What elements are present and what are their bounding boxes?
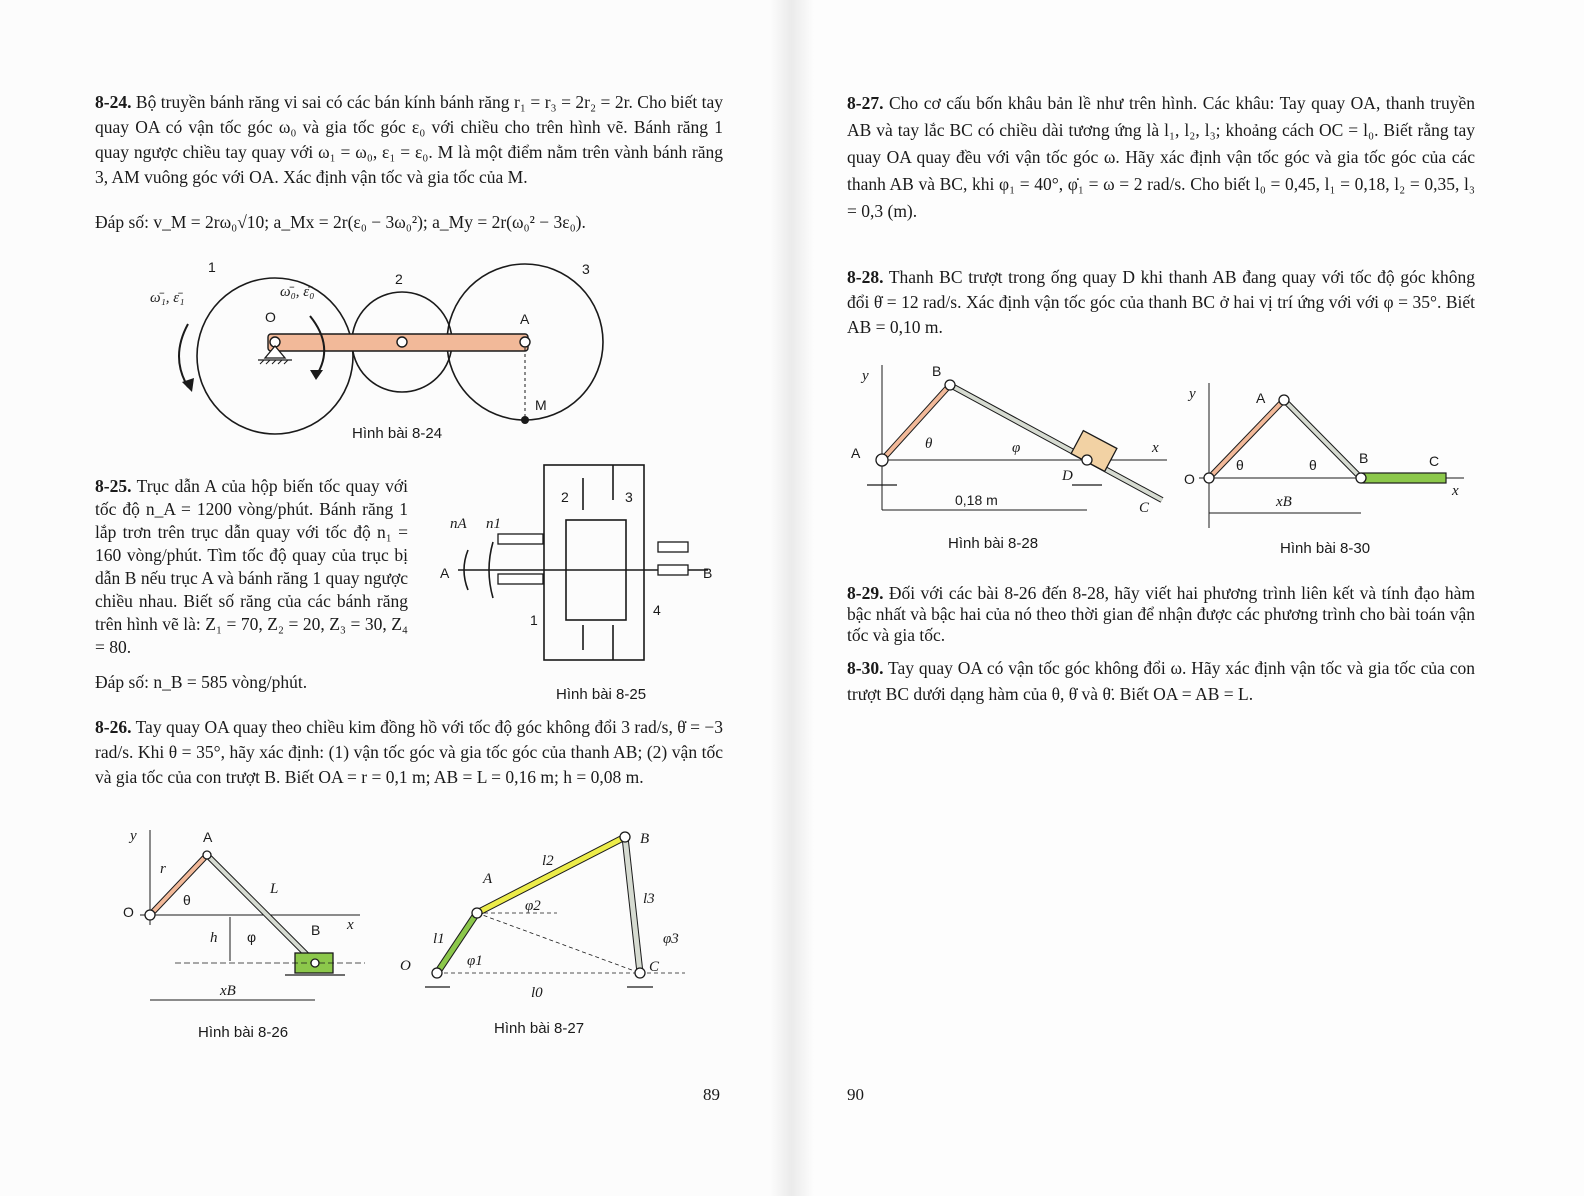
problem-text: Cho cơ cấu bốn khâu bản lề như trên hình. Các khâu: Tay quay OA, thanh truyền AB và tay lắc BC có chiều dài tương ứng là l₁, l₂, l₃; khoảng cách OC = l₀. Biết rằng tay quay OA quay đều với vận tốc góc ω. Hãy xác định vận tốc góc và gia tốc góc của các thanh AB và BC, khi φ₁ = 40°, φ̇₁ = ω = 2 rad/s. Cho biết l₀ = 0,45, l₁ = 0,18, l₂ = 0,35, l₃ = 0,3 (m). [847,93,1475,221]
label-y: y [862,368,869,384]
label-B: B [932,363,942,379]
label-M: M [535,397,547,413]
label-gear-3: 3 [582,261,590,277]
label-l0: l0 [531,985,543,1001]
label-A: A [203,829,213,845]
label-gear-2: 2 [561,489,569,505]
label-gear-2: 2 [395,271,403,287]
label-dist: 0,18 m [955,492,998,508]
figure-8-24 [140,252,620,452]
label-l3: l3 [643,891,655,907]
problem-text: Thanh BC trượt trong ống quay D khi thanh AB đang quay với tốc độ góc không đổi θ̇ = 12 rad/s. Xác định vận tốc góc của thanh BC ở hai vị trí ứng với với φ = 35°. Biết AB = 0,10 m. [847,267,1476,337]
label-O: O [123,904,134,920]
problem-text: Tay quay OA quay theo chiều kim đồng hồ với tốc độ góc không đổi 3 rad/s, θ̇ = −3 rad/s. Khi θ = 35°, hãy xác định: (1) vận tốc góc và gia tốc góc của thanh AB; (2) vận tốc và gia tốc của con trượt B. Biết OA = r = 0,1 m; AB = L = 0,16 m; h = 0,08 m. [95,717,723,787]
label-O: O [1184,471,1195,487]
problem-8-30 [847,655,1475,707]
label-phi3: φ3 [663,931,679,947]
label-B: B [1359,450,1369,466]
caption-8-30: Hình bài 8-30 [1280,540,1371,557]
label-gear-1: 1 [208,259,216,275]
label-C: C [1429,453,1440,469]
label-C: C [1139,500,1150,516]
problem-id: 8-28. [847,267,884,287]
problem-8-26 [95,715,723,790]
problem-8-28 [847,265,1475,340]
label-omega0: ω̄₀, ε̄₀ [280,284,315,300]
label-C: C [649,959,660,975]
caption-8-25: Hình bài 8-25 [556,686,647,703]
book-gutter [770,0,814,1196]
figure-8-25 [438,450,728,670]
problem-id: 8-30. [847,658,884,678]
label-O: O [400,958,411,974]
label-B: B [311,922,321,938]
caption-8-28: Hình bài 8-28 [948,535,1039,552]
problem-8-24 [95,90,723,190]
label-y: y [1189,386,1196,402]
problem-text: Bộ truyền bánh răng vi sai có các bán kính bánh răng r₁ = r₃ = 2r₂ = 2r. Cho biết tay quay OA có vận tốc góc ω₀ và gia tốc góc ε₀ với chiều cho trên hình vẽ. Bánh răng 1 quay ngược chiều tay quay với ω₁ = ω₀, ε₁ = ε₀. M là một điểm nằm trên vành bánh răng 3, AM vuông góc với OA. Xác định vận tốc và gia tốc của M. [95,92,724,187]
label-h: h [210,930,218,946]
problem-text: Đối với các bài 8-26 đến 8-28, hãy viết hai phương trình liên kết và tính đạo hàm bậc nhất và bậc hai của nó theo thời gian để nhận được các phương trình cho bài toán vận tốc và gia tốc. [847,583,1475,645]
label-nA: nA [450,516,467,532]
label-B: B [703,565,713,581]
label-gear-3: 3 [625,489,633,505]
label-A: A [851,445,861,461]
problem-8-29 [847,583,1475,646]
label-l1: l1 [433,931,445,947]
label-L: L [270,881,279,897]
problem-text: Trục dẫn A của hộp biến tốc quay với tốc độ n_A = 1200 vòng/phút. Bánh răng 1 lắp trơn trên trục dẫn quay với tốc độ n₁ = 160 vòng/phút. Tìm tốc độ quay của trục bị dẫn B nếu trục A và bánh răng 1 quay ngược chiều nhau. Biết số răng của các bánh răng trên hình vẽ là: Z₁ = 70, Z₂ = 20, Z₃ = 30, Z₄ = 80. [95,476,408,657]
figure-8-26 [115,825,375,1010]
answer-8-25: Đáp số: n_B = 585 vòng/phút. [95,672,308,692]
label-n1: n1 [486,516,501,532]
problem-8-25 [95,475,408,659]
label-D: D [1062,468,1073,484]
figure-8-27 [395,825,695,1005]
label-r: r [160,861,166,877]
label-A: A [1256,390,1266,406]
label-x: x [347,917,354,933]
label-gear-1: 1 [530,612,538,628]
problem-id: 8-26. [95,717,132,737]
figure-8-30 [1184,378,1474,533]
problem-8-27 [847,90,1475,225]
label-l2: l2 [542,853,554,869]
label-O: O [265,309,276,325]
problem-id: 8-29. [847,583,884,603]
label-phi2: φ2 [525,898,541,914]
label-omega1: ω̄₁, ε̄₁ [150,290,185,306]
label-xB: xB [1276,494,1292,510]
label-y: y [130,828,137,844]
page-90 [792,0,1584,1196]
label-gear-4: 4 [653,602,661,618]
label-x: x [1152,440,1159,456]
caption-8-27: Hình bài 8-27 [494,1020,585,1037]
page-number: 90 [847,1085,864,1104]
problem-id: 8-27. [847,93,884,113]
label-phi: φ [247,929,257,945]
label-A: A [483,871,493,887]
label-theta: θ [925,436,933,452]
page-number: 89 [703,1085,720,1104]
problem-text: Tay quay OA có vận tốc góc không đổi ω. Hãy xác định vận tốc và gia tốc của con trượt BC dưới dạng hàm của θ, θ̇ và θ̈. Biết OA = AB = L. [847,658,1476,704]
label-phi: φ [1012,440,1021,456]
label-theta-1: θ [1236,457,1244,473]
label-phi1: φ1 [467,953,483,969]
caption-8-24: Hình bài 8-24 [352,425,443,442]
answer-8-24: Đáp số: v_M = 2rω₀√10; a_Mx = 2r(ε₀ − 3ω₀²); a_My = 2r(ω₀² − 3ε₀). [95,212,586,232]
label-A: A [440,565,450,581]
label-x: x [1452,483,1459,499]
problem-id: 8-25. [95,476,132,496]
label-B: B [640,831,650,847]
problem-id: 8-24. [95,92,132,112]
caption-8-26: Hình bài 8-26 [198,1024,289,1041]
label-A: A [520,311,530,327]
figure-8-28 [847,360,1177,525]
label-xB: xB [220,983,236,999]
label-theta: θ [183,892,191,908]
label-theta-2: θ [1309,457,1317,473]
